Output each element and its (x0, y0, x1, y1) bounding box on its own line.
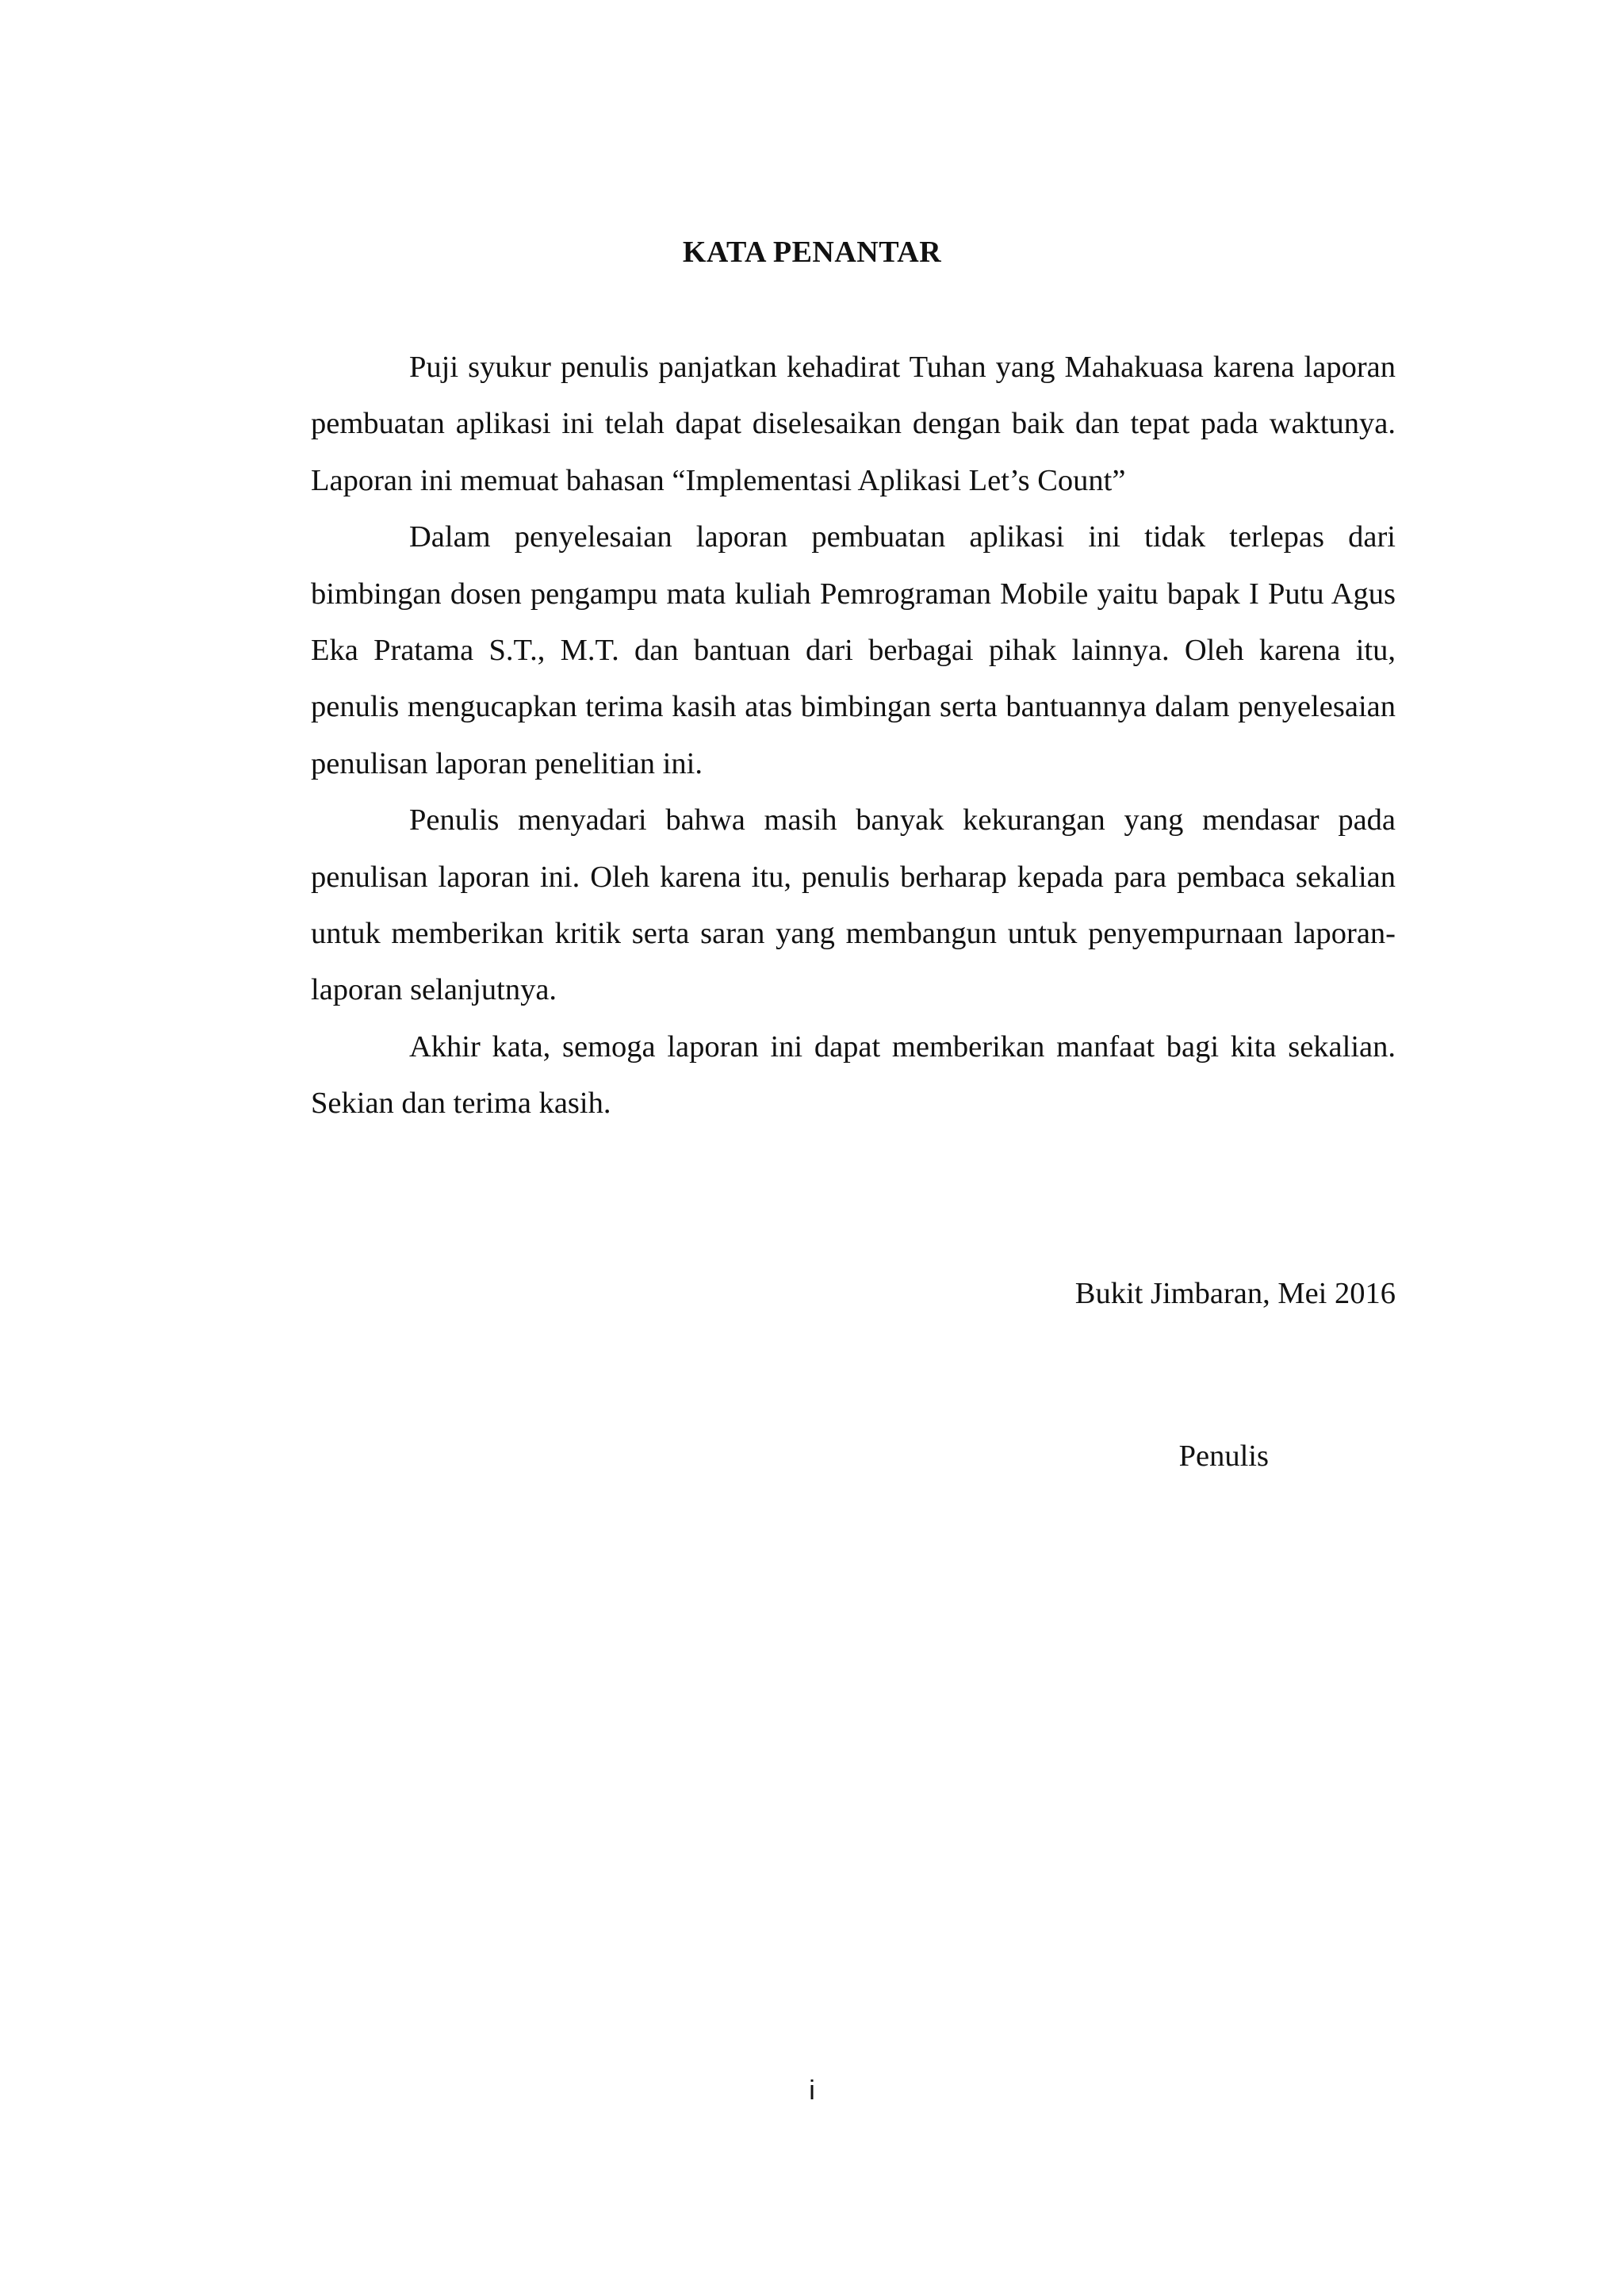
paragraph-1: Puji syukur penulis panjatkan kehadirat Tuhan yang Mahakuasa karena laporan pembuatan aplikasi ini telah dapat diselesaikan dengan baik dan tepat pada waktunya. Laporan ini memuat bahasan “Implementasi Aplikasi Let’s Count” (311, 351, 1396, 497)
paragraph-4: Akhir kata, semoga laporan ini dapat memberikan manfaat bagi kita sekalian. Sekian dan terima kasih. (311, 1029, 1396, 1121)
page-number: i (809, 2076, 815, 2106)
paragraph-3: Penulis menyadari bahwa masih banyak kekurangan yang mendasar pada penulisan laporan ini. Oleh karena itu, penulis berharap kepada para pembaca sekalian untuk memberikan kritik serta saran yang membangun untuk penyempurnaan laporan-laporan selanjutnya. (311, 803, 1396, 1007)
author-signature: Penulis (1178, 1439, 1269, 1473)
place-date: Bukit Jimbaran, Mei 2016 (1074, 1277, 1396, 1310)
preface-body (311, 339, 1396, 1133)
page-title: KATA PENANTAR (682, 236, 942, 269)
paragraph-2: Dalam penyelesaian laporan pembuatan aplikasi ini tidak terlepas dari bimbingan dosen pengampu mata kuliah Pemrograman Mobile yaitu bapak I Putu Agus Eka Pratama S.T., M.T. dan bantuan dari berbagai pihak lainnya. Oleh karena itu, penulis mengucapkan terima kasih atas bimbingan serta bantuannya dalam penyelesaian penulisan laporan penelitian ini. (311, 520, 1396, 780)
